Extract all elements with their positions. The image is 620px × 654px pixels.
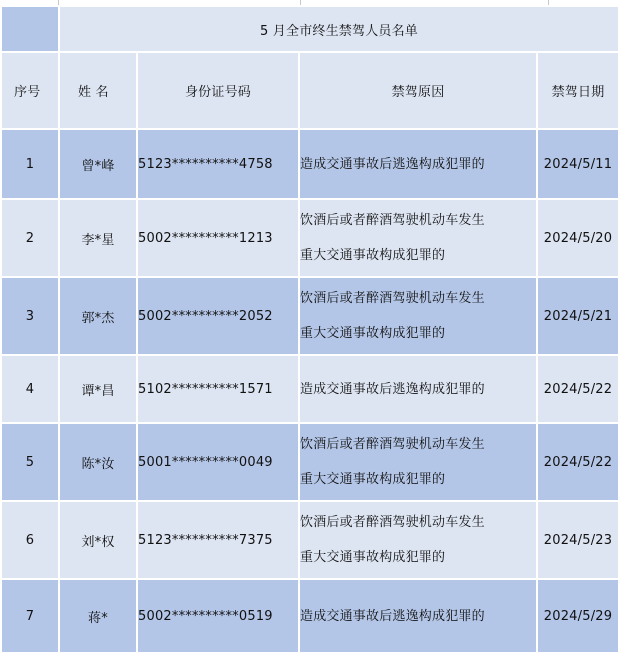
row-reason xyxy=(299,501,537,579)
row-date: 2024/5/29 xyxy=(537,579,619,653)
row-seq: 6 xyxy=(1,501,59,579)
reason-line-1: 造成交通事故后逃逸构成犯罪的 xyxy=(300,608,485,624)
row-name: 谭*昌 xyxy=(59,355,137,423)
row-name: 蒋* xyxy=(59,579,137,653)
reason-line-1: 饮酒后或者醉酒驾驶机动车发生 xyxy=(300,437,485,452)
row-reason xyxy=(299,355,537,423)
row-seq: 2 xyxy=(1,199,59,277)
blank-corner-cell xyxy=(1,6,59,52)
table-row xyxy=(1,199,619,277)
row-name: 陈*汝 xyxy=(59,423,137,501)
table-row xyxy=(1,277,619,355)
row-name: 李*星 xyxy=(59,199,137,277)
title-row xyxy=(1,6,619,52)
row-seq: 4 xyxy=(1,355,59,423)
row-id-number: 5002**********1213 xyxy=(137,199,299,277)
row-id-number: 5123**********7375 xyxy=(137,501,299,579)
row-seq: 3 xyxy=(1,277,59,355)
row-name: 刘*权 xyxy=(59,501,137,579)
table-row xyxy=(1,355,619,423)
row-reason xyxy=(299,579,537,653)
reason-line-1: 饮酒后或者醉酒驾驶机动车发生 xyxy=(300,213,485,228)
row-seq: 7 xyxy=(1,579,59,653)
row-reason xyxy=(299,423,537,501)
row-id-number: 5002**********2052 xyxy=(137,277,299,355)
table-row xyxy=(1,501,619,579)
reason-line-2: 重大交通事故构成犯罪的 xyxy=(300,550,446,565)
row-date: 2024/5/20 xyxy=(537,199,619,277)
table-row xyxy=(1,129,619,199)
header-seq: 序号 xyxy=(1,52,59,129)
row-date: 2024/5/22 xyxy=(537,423,619,501)
row-reason xyxy=(299,199,537,277)
table-row xyxy=(1,423,619,501)
header-name: 姓 名 xyxy=(59,52,137,129)
header-date: 禁驾日期 xyxy=(537,52,619,129)
reason-line-1: 造成交通事故后逃逸构成犯罪的 xyxy=(300,156,485,172)
row-date: 2024/5/22 xyxy=(537,355,619,423)
row-name: 郭*杰 xyxy=(59,277,137,355)
row-seq: 5 xyxy=(1,423,59,501)
reason-line-2: 重大交通事故构成犯罪的 xyxy=(300,472,446,487)
row-date: 2024/5/11 xyxy=(537,129,619,199)
reason-line-1: 造成交通事故后逃逸构成犯罪的 xyxy=(300,381,485,397)
row-id-number: 5002**********0519 xyxy=(137,579,299,653)
header-row xyxy=(1,52,619,129)
table-body xyxy=(1,129,619,653)
reason-line-1: 饮酒后或者醉酒驾驶机动车发生 xyxy=(300,291,485,306)
row-id-number: 5001**********0049 xyxy=(137,423,299,501)
banned-drivers-table xyxy=(0,5,620,654)
row-reason xyxy=(299,277,537,355)
row-reason xyxy=(299,129,537,199)
row-date: 2024/5/23 xyxy=(537,501,619,579)
reason-line-1: 饮酒后或者醉酒驾驶机动车发生 xyxy=(300,515,485,530)
row-date: 2024/5/21 xyxy=(537,277,619,355)
header-reason: 禁驾原因 xyxy=(299,52,537,129)
header-id-number: 身份证号码 xyxy=(137,52,299,129)
table-title: 5 月全市终生禁驾人员名单 xyxy=(59,6,619,52)
reason-line-2: 重大交通事故构成犯罪的 xyxy=(300,248,446,263)
row-id-number: 5123**********4758 xyxy=(137,129,299,199)
row-seq: 1 xyxy=(1,129,59,199)
row-name: 曾*峰 xyxy=(59,129,137,199)
table-row xyxy=(1,579,619,653)
row-id-number: 5102**********1571 xyxy=(137,355,299,423)
reason-line-2: 重大交通事故构成犯罪的 xyxy=(300,326,446,341)
